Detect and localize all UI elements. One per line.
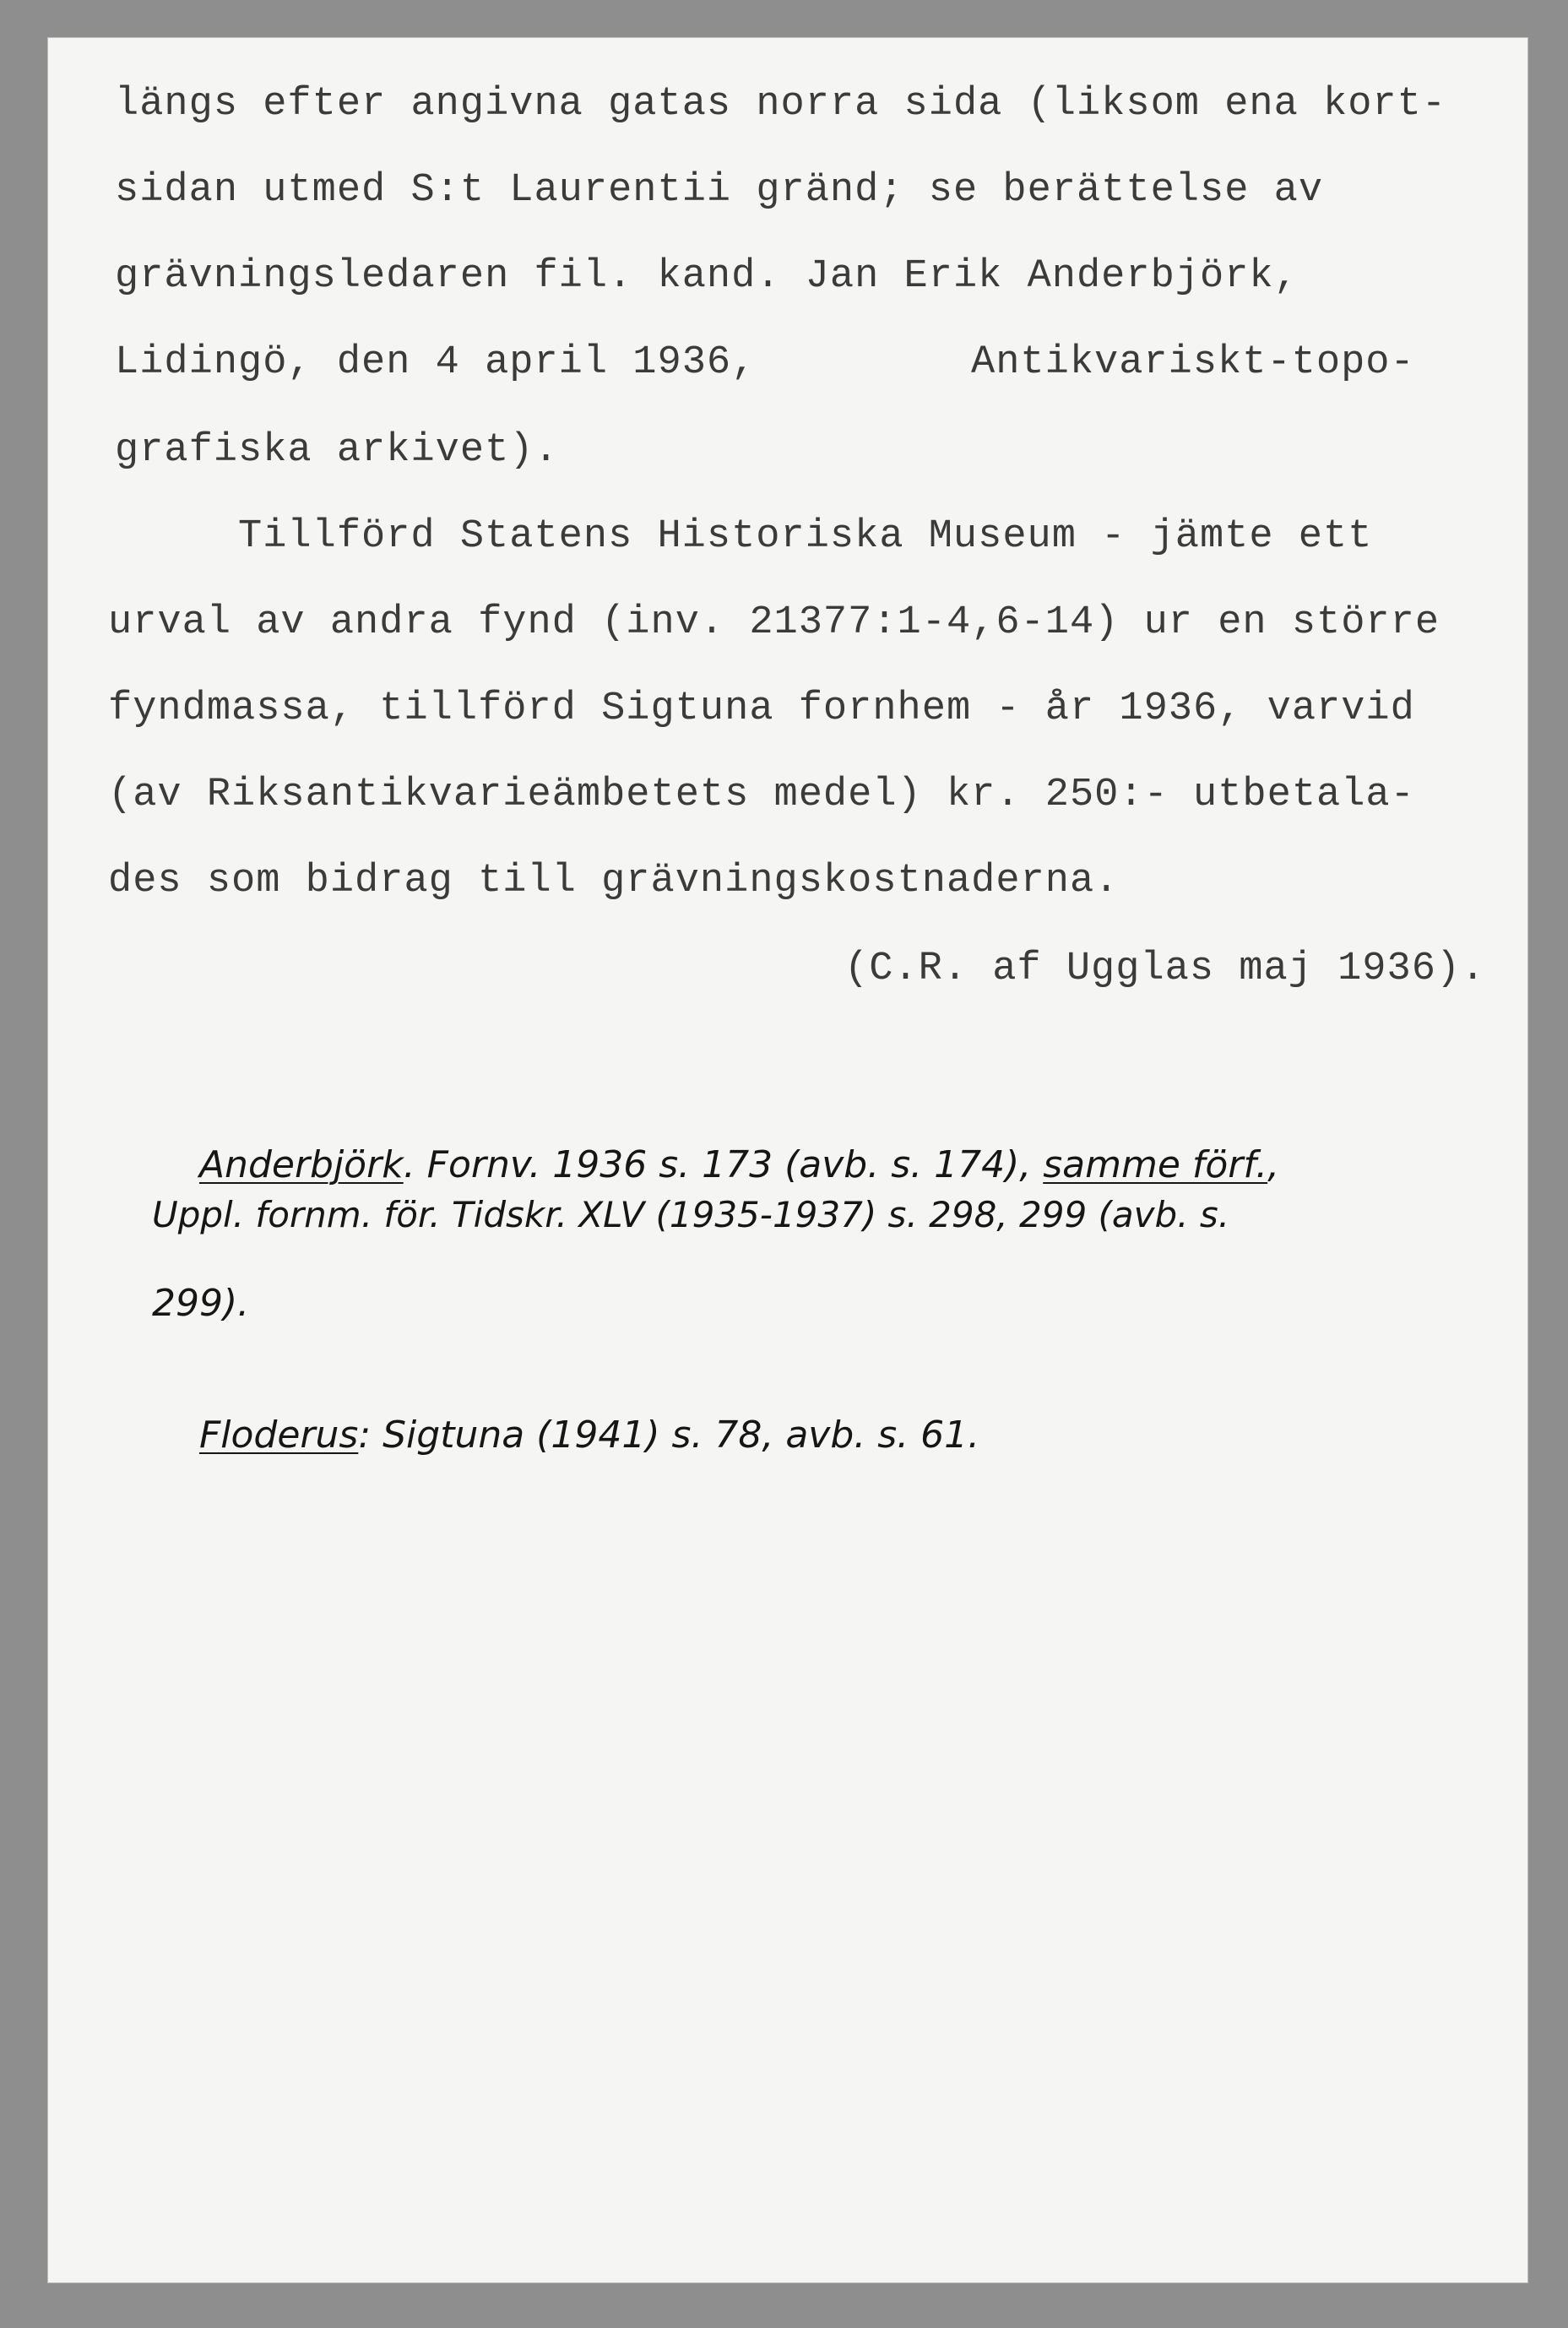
- handwritten-ref-sigtuna: : Sigtuna (1941) s. 78, avb. s. 61.: [358, 1414, 980, 1457]
- handwritten-author-floderus: Floderus: [198, 1414, 359, 1457]
- handwritten-comma: ,: [1267, 1143, 1280, 1186]
- typed-line-1: längs efter angivna gatas norra sida (liksom ena kort-: [115, 82, 1447, 127]
- handwritten-line-2: Uppl. fornm. för. Tidskr. XLV (1935-1937) s. 298, 299 (avb. s.: [152, 1194, 1230, 1235]
- document-card: [47, 37, 1528, 2283]
- handwritten-same-author: samme förf.: [1043, 1143, 1268, 1186]
- typed-line-2: sidan utmed S:t Laurentii gränd; se berättelse av: [115, 168, 1324, 213]
- typed-line-3: grävningsledaren fil. kand. Jan Erik Anderbjörk,: [115, 254, 1299, 299]
- handwritten-ref-fornvannen: . Fornv. 1936 s. 173 (avb. s. 174),: [403, 1143, 1032, 1186]
- handwritten-author-anderbjork: Anderbjörk: [198, 1143, 404, 1186]
- typed-line-6: Tillförd Statens Historiska Museum - jämte ett: [238, 514, 1373, 559]
- typed-line-4b: Antikvariskt-topo-: [971, 340, 1415, 385]
- typed-line-7: urval av andra fynd (inv. 21377:1-4,6-14) ur en större: [108, 600, 1440, 645]
- handwritten-line-3: 299).: [152, 1282, 250, 1325]
- typed-line-9: (av Riksantikvarieämbetets medel) kr. 250:- utbetala-: [108, 773, 1415, 817]
- typed-line-4a: Lidingö, den 4 april 1936,: [115, 340, 757, 385]
- handwritten-line-4: [152, 1380, 979, 1491]
- typed-line-10: des som bidrag till grävningskostnaderna.: [108, 859, 1120, 904]
- typed-line-5: grafiska arkivet).: [115, 428, 559, 473]
- typed-line-8: fyndmassa, tillförd Sigtuna fornhem - år 1936, varvid: [108, 686, 1415, 731]
- typed-signature: (C.R. af Ugglas maj 1936).: [844, 947, 1486, 991]
